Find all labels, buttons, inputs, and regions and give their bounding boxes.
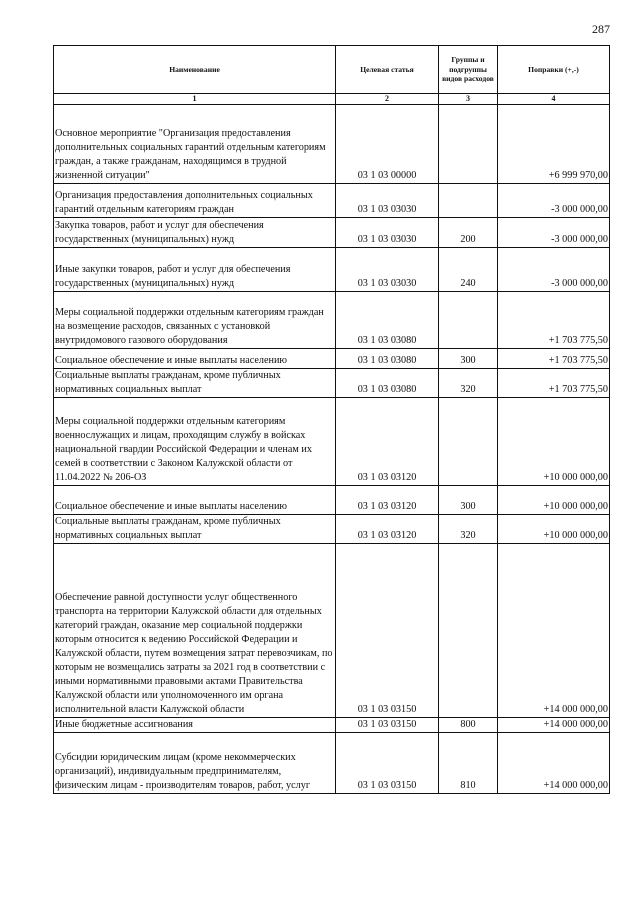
row-target-code: 03 1 03 03120 — [336, 515, 439, 544]
row-amount: -3 000 000,00 — [498, 184, 610, 218]
row-target-code: 03 1 03 03120 — [336, 486, 439, 515]
row-expense-group — [439, 544, 498, 718]
row-target-code: 03 1 03 03030 — [336, 218, 439, 248]
table-row — [54, 733, 610, 794]
row-target-code: 03 1 03 00000 — [336, 105, 439, 184]
table-row — [54, 248, 610, 292]
row-amount: -3 000 000,00 — [498, 218, 610, 248]
row-expense-group: 320 — [439, 515, 498, 544]
row-name: Социальные выплаты гражданам, кроме публичных нормативных социальных выплат — [54, 369, 336, 398]
row-target-code: 03 1 03 03150 — [336, 718, 439, 733]
row-name: Обеспечение равной доступности услуг общественного транспорта на территории Калужской области для отдельных категорий граждан, оказание мер социальной поддержки которым относится к ведению Российской Федерации и Калужской области, путем возмещения затрат перевозчикам, по которым не возмещались затраты за 2021 год в соответствии с иными нормативными правовыми актами Правительства Калужской области или уполномоченного им органа исполнительной власти Калужской области — [54, 544, 336, 718]
row-name: Меры социальной поддержки отдельным категориям военнослужащих и лицам, проходящим службу в войсках национальной гвардии Российской Федерации и членам их семей в соответствии с Законом Калужской области от 11.04.2022 № 206-ОЗ — [54, 398, 336, 486]
row-name: Организация предоставления дополнительных социальных гарантий отдельным категориям граждан — [54, 184, 336, 218]
row-amount: +10 000 000,00 — [498, 515, 610, 544]
row-expense-group: 810 — [439, 733, 498, 794]
row-name: Иные бюджетные ассигнования — [54, 718, 336, 733]
row-amount: -3 000 000,00 — [498, 248, 610, 292]
row-name: Закупка товаров, работ и услуг для обеспечения государственных (муниципальных) нужд — [54, 218, 336, 248]
row-amount: +6 999 970,00 — [498, 105, 610, 184]
row-target-code: 03 1 03 03080 — [336, 292, 439, 349]
row-name: Социальное обеспечение и иные выплаты населению — [54, 486, 336, 515]
row-amount: +1 703 775,50 — [498, 369, 610, 398]
column-number: 1 — [54, 94, 336, 105]
row-expense-group — [439, 105, 498, 184]
table-row — [54, 398, 610, 486]
row-amount: +14 000 000,00 — [498, 544, 610, 718]
row-name: Субсидии юридическим лицам (кроме некоммерческих организаций), индивидуальным предпринимателям, физическим лицам - производителям товаров, работ, услуг — [54, 733, 336, 794]
row-target-code: 03 1 03 03120 — [336, 398, 439, 486]
row-target-code: 03 1 03 03030 — [336, 248, 439, 292]
header-name: Наименование — [54, 46, 336, 94]
row-amount: +1 703 775,50 — [498, 349, 610, 369]
row-name: Социальные выплаты гражданам, кроме публичных нормативных социальных выплат — [54, 515, 336, 544]
table-row — [54, 218, 610, 248]
table-row — [54, 184, 610, 218]
row-name: Иные закупки товаров, работ и услуг для обеспечения государственных (муниципальных) нужд — [54, 248, 336, 292]
header-amendments: Поправки (+,-) — [498, 46, 610, 94]
column-number: 2 — [336, 94, 439, 105]
row-target-code: 03 1 03 03080 — [336, 349, 439, 369]
row-expense-group: 320 — [439, 369, 498, 398]
row-expense-group — [439, 292, 498, 349]
table-row — [54, 292, 610, 349]
row-target-code: 03 1 03 03080 — [336, 369, 439, 398]
row-name: Меры социальной поддержки отдельным категориям граждан на возмещение расходов, связанных с установкой внутридомового газового оборудования — [54, 292, 336, 349]
table-row — [54, 544, 610, 718]
table-row — [54, 105, 610, 184]
column-number: 4 — [498, 94, 610, 105]
row-amount: +10 000 000,00 — [498, 486, 610, 515]
row-amount: +10 000 000,00 — [498, 398, 610, 486]
table-row — [54, 349, 610, 369]
table-row — [54, 515, 610, 544]
row-expense-group: 200 — [439, 218, 498, 248]
row-expense-group: 240 — [439, 248, 498, 292]
row-expense-group — [439, 184, 498, 218]
row-amount: +14 000 000,00 — [498, 733, 610, 794]
header-expense-groups: Группы и подгруппы видов расходов — [439, 46, 498, 94]
row-target-code: 03 1 03 03030 — [336, 184, 439, 218]
table-row — [54, 486, 610, 515]
row-name: Социальное обеспечение и иные выплаты населению — [54, 349, 336, 369]
header-target-article: Целевая статья — [336, 46, 439, 94]
row-target-code: 03 1 03 03150 — [336, 733, 439, 794]
column-number-row — [54, 94, 610, 105]
row-name: Основное мероприятие "Организация предоставления дополнительных социальных гарантий отдельным категориям граждан, а также гражданам, находящимся в трудной жизненной ситуации" — [54, 105, 336, 184]
row-expense-group: 800 — [439, 718, 498, 733]
row-expense-group: 300 — [439, 349, 498, 369]
column-number: 3 — [439, 94, 498, 105]
page-number: 287 — [592, 22, 610, 36]
row-amount: +1 703 775,50 — [498, 292, 610, 349]
table-header-row — [54, 46, 610, 94]
budget-amendments-table — [53, 45, 610, 794]
table-row — [54, 369, 610, 398]
row-expense-group — [439, 398, 498, 486]
row-expense-group: 300 — [439, 486, 498, 515]
row-target-code: 03 1 03 03150 — [336, 544, 439, 718]
row-amount: +14 000 000,00 — [498, 718, 610, 733]
table-row — [54, 718, 610, 733]
